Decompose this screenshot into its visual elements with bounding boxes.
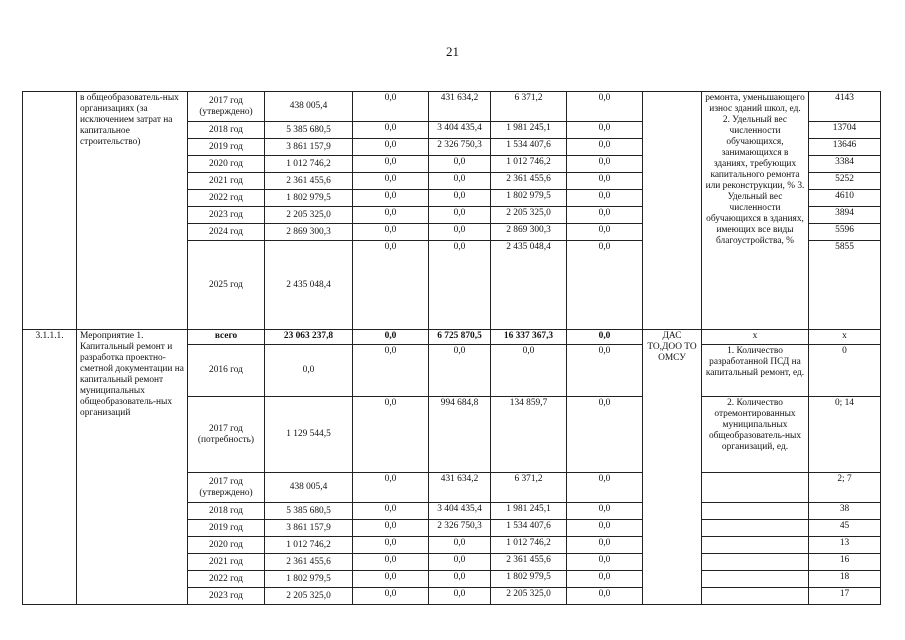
regional-budget-cell: 0,0 — [429, 241, 491, 330]
extrabudget-cell: 0,0 — [567, 345, 643, 397]
regional-budget-cell: 431 634,2 — [429, 473, 491, 503]
federal-budget-cell: 0,0 — [353, 156, 429, 173]
activity-name: в общеобразователь-ных организациях (за исключением затрат на капитальное строительство) — [77, 92, 188, 330]
year-cell: 2022 год — [188, 190, 265, 207]
regional-budget-cell: 0,0 — [429, 190, 491, 207]
year-cell: 2021 год — [188, 554, 265, 571]
year-cell: 2023 год — [188, 207, 265, 224]
indicator-value-cell: 0 — [809, 345, 881, 397]
total-cell: 2 205 325,0 — [265, 207, 353, 224]
indicator-cell — [702, 537, 809, 554]
section-main — [23, 330, 881, 605]
total-cell: 438 005,4 — [265, 92, 353, 122]
federal-budget-cell: 0,0 — [353, 571, 429, 588]
code-cell — [23, 92, 77, 330]
federal-budget-cell: 0,0 — [353, 554, 429, 571]
indicator-value-cell: 38 — [809, 503, 881, 520]
year-cell: 2017 год (потребность) — [188, 397, 265, 473]
regional-budget-cell: 0,0 — [429, 537, 491, 554]
extrabudget-cell: 0,0 — [567, 207, 643, 224]
indicator-value-cell: 13646 — [809, 139, 881, 156]
regional-budget-cell: 2 326 750,3 — [429, 520, 491, 537]
federal-budget-cell: 0,0 — [353, 397, 429, 473]
section-top — [23, 92, 881, 330]
year-cell: 2023 год — [188, 588, 265, 605]
extrabudget-cell: 0,0 — [567, 190, 643, 207]
extrabudget-cell: 0,0 — [567, 224, 643, 241]
indicator-value-cell: 45 — [809, 520, 881, 537]
regional-budget-cell: 0,0 — [429, 588, 491, 605]
indicator-cell — [702, 571, 809, 588]
total-cell: 2 205 325,0 — [265, 588, 353, 605]
municipal-budget-cell: 1 534 407,6 — [491, 520, 567, 537]
federal-budget-cell: 0,0 — [353, 473, 429, 503]
year-cell: 2020 год — [188, 156, 265, 173]
indicator-value-cell: 17 — [809, 588, 881, 605]
municipal-budget-cell: 1 012 746,2 — [491, 537, 567, 554]
year-cell: 2018 год — [188, 122, 265, 139]
indicator-value-cell: 13704 — [809, 122, 881, 139]
regional-budget-cell: 0,0 — [429, 224, 491, 241]
total-cell: 438 005,4 — [265, 473, 353, 503]
indicator-value-cell: x — [809, 330, 881, 345]
total-cell: 1 802 979,5 — [265, 571, 353, 588]
federal-budget-cell: 0,0 — [353, 122, 429, 139]
indicator-cell: 1. Количество разработанной ПСД на капитальный ремонт, ед. — [702, 345, 809, 397]
year-cell: 2021 год — [188, 173, 265, 190]
extrabudget-cell: 0,0 — [567, 520, 643, 537]
municipal-budget-cell: 1 802 979,5 — [491, 190, 567, 207]
indicator-value-cell: 16 — [809, 554, 881, 571]
extrabudget-cell: 0,0 — [567, 554, 643, 571]
total-cell: 1 129 544,5 — [265, 397, 353, 473]
extrabudget-cell: 0,0 — [567, 92, 643, 122]
year-cell: 2024 год — [188, 224, 265, 241]
federal-budget-cell: 0,0 — [353, 92, 429, 122]
municipal-budget-cell: 2 205 325,0 — [491, 207, 567, 224]
regional-budget-cell: 0,0 — [429, 554, 491, 571]
regional-budget-cell: 0,0 — [429, 173, 491, 190]
federal-budget-cell: 0,0 — [353, 537, 429, 554]
regional-budget-cell: 6 725 870,5 — [429, 330, 491, 345]
indicator-cell — [702, 520, 809, 537]
year-cell: 2022 год — [188, 571, 265, 588]
regional-budget-cell: 994 684,8 — [429, 397, 491, 473]
municipal-budget-cell: 16 337 367,3 — [491, 330, 567, 345]
year-cell: всего — [188, 330, 265, 345]
indicator-cell — [702, 588, 809, 605]
municipal-budget-cell: 0,0 — [491, 345, 567, 397]
municipal-budget-cell: 2 205 325,0 — [491, 588, 567, 605]
indicator-value-cell: 2; 7 — [809, 473, 881, 503]
extrabudget-cell: 0,0 — [567, 537, 643, 554]
municipal-budget-cell: 1 534 407,6 — [491, 139, 567, 156]
total-cell: 1 012 746,2 — [265, 537, 353, 554]
federal-budget-cell: 0,0 — [353, 520, 429, 537]
federal-budget-cell: 0,0 — [353, 224, 429, 241]
municipal-budget-cell: 1 981 245,1 — [491, 503, 567, 520]
municipal-budget-cell: 1 802 979,5 — [491, 571, 567, 588]
municipal-budget-cell: 2 361 455,6 — [491, 173, 567, 190]
municipal-budget-cell: 1 981 245,1 — [491, 122, 567, 139]
indicator-value-cell: 3894 — [809, 207, 881, 224]
table-row-total — [23, 330, 881, 345]
program-table — [22, 91, 881, 605]
total-cell: 5 385 680,5 — [265, 122, 353, 139]
federal-budget-cell: 0,0 — [353, 345, 429, 397]
extrabudget-cell: 0,0 — [567, 571, 643, 588]
municipal-budget-cell: 6 371,2 — [491, 92, 567, 122]
federal-budget-cell: 0,0 — [353, 173, 429, 190]
regional-budget-cell: 431 634,2 — [429, 92, 491, 122]
indicator-value-cell: 4610 — [809, 190, 881, 207]
year-cell: 2025 год — [188, 241, 265, 330]
table-row — [23, 92, 881, 122]
federal-budget-cell: 0,0 — [353, 588, 429, 605]
extrabudget-cell: 0,0 — [567, 503, 643, 520]
indicator-cell: 2. Количество отремонтированных муниципальных общеобразователь-ных организаций, ед. — [702, 397, 809, 473]
year-cell: 2016 год — [188, 345, 265, 397]
indicator-value-cell: 4143 — [809, 92, 881, 122]
federal-budget-cell: 0,0 — [353, 241, 429, 330]
year-cell: 2020 год — [188, 537, 265, 554]
federal-budget-cell: 0,0 — [353, 190, 429, 207]
indicator-value-cell: 18 — [809, 571, 881, 588]
total-cell: 2 435 048,4 — [265, 241, 353, 330]
regional-budget-cell: 0,0 — [429, 345, 491, 397]
total-cell: 2 361 455,6 — [265, 554, 353, 571]
municipal-budget-cell: 2 435 048,4 — [491, 241, 567, 330]
indicator-cell — [702, 473, 809, 503]
indicator-value-cell: 0; 14 — [809, 397, 881, 473]
total-cell: 1 012 746,2 — [265, 156, 353, 173]
extrabudget-cell: 0,0 — [567, 588, 643, 605]
regional-budget-cell: 3 404 435,4 — [429, 122, 491, 139]
indicator-cell: x — [702, 330, 809, 345]
total-cell: 3 861 157,9 — [265, 139, 353, 156]
regional-budget-cell: 0,0 — [429, 207, 491, 224]
federal-budget-cell: 0,0 — [353, 330, 429, 345]
extrabudget-cell: 0,0 — [567, 397, 643, 473]
executor-cell: ДАС ТО,ДОО ТО ОМСУ — [643, 330, 702, 605]
indicator-value-cell: 5252 — [809, 173, 881, 190]
regional-budget-cell: 2 326 750,3 — [429, 139, 491, 156]
federal-budget-cell: 0,0 — [353, 503, 429, 520]
extrabudget-cell: 0,0 — [567, 173, 643, 190]
total-cell: 1 802 979,5 — [265, 190, 353, 207]
municipal-budget-cell: 134 859,7 — [491, 397, 567, 473]
extrabudget-cell: 0,0 — [567, 241, 643, 330]
regional-budget-cell: 3 404 435,4 — [429, 503, 491, 520]
extrabudget-cell: 0,0 — [567, 330, 643, 345]
extrabudget-cell: 0,0 — [567, 122, 643, 139]
indicator-value-cell: 5855 — [809, 241, 881, 330]
regional-budget-cell: 0,0 — [429, 156, 491, 173]
municipal-budget-cell: 1 012 746,2 — [491, 156, 567, 173]
municipal-budget-cell: 2 361 455,6 — [491, 554, 567, 571]
total-cell: 3 861 157,9 — [265, 520, 353, 537]
federal-budget-cell: 0,0 — [353, 207, 429, 224]
year-cell: 2019 год — [188, 139, 265, 156]
page-number: 21 — [446, 44, 459, 59]
regional-budget-cell: 0,0 — [429, 571, 491, 588]
total-cell: 23 063 237,8 — [265, 330, 353, 345]
indicator-value-cell: 5596 — [809, 224, 881, 241]
indicator-value-cell: 3384 — [809, 156, 881, 173]
indicator-cell: ремонта, уменьшающего износ зданий школ, ед. 2. Удельный вес численности обучающихся, занимающихся в зданиях, требующих капитального ремонта или реконструкции, % 3. Удельный вес численности обучающихся в зданиях, имеющих все виды благоустройства, % — [702, 92, 809, 330]
indicator-cell — [702, 554, 809, 571]
year-cell: 2019 год — [188, 520, 265, 537]
total-cell: 5 385 680,5 — [265, 503, 353, 520]
indicator-value-cell: 13 — [809, 537, 881, 554]
extrabudget-cell: 0,0 — [567, 139, 643, 156]
municipal-budget-cell: 2 869 300,3 — [491, 224, 567, 241]
year-cell: 2017 год (утверждено) — [188, 92, 265, 122]
extrabudget-cell: 0,0 — [567, 156, 643, 173]
year-cell: 2017 год (утверждено) — [188, 473, 265, 503]
executor-cell — [643, 92, 702, 330]
total-cell: 2 361 455,6 — [265, 173, 353, 190]
code-cell: 3.1.1.1. — [23, 330, 77, 605]
year-cell: 2018 год — [188, 503, 265, 520]
indicator-cell — [702, 503, 809, 520]
activity-name: Мероприятие 1. Капитальный ремонт и разработка проектно-сметной документации на капитальный ремонт муниципальных общеобразователь-ных организаций — [77, 330, 188, 605]
extrabudget-cell: 0,0 — [567, 473, 643, 503]
municipal-budget-cell: 6 371,2 — [491, 473, 567, 503]
total-cell: 2 869 300,3 — [265, 224, 353, 241]
total-cell: 0,0 — [265, 345, 353, 397]
federal-budget-cell: 0,0 — [353, 139, 429, 156]
